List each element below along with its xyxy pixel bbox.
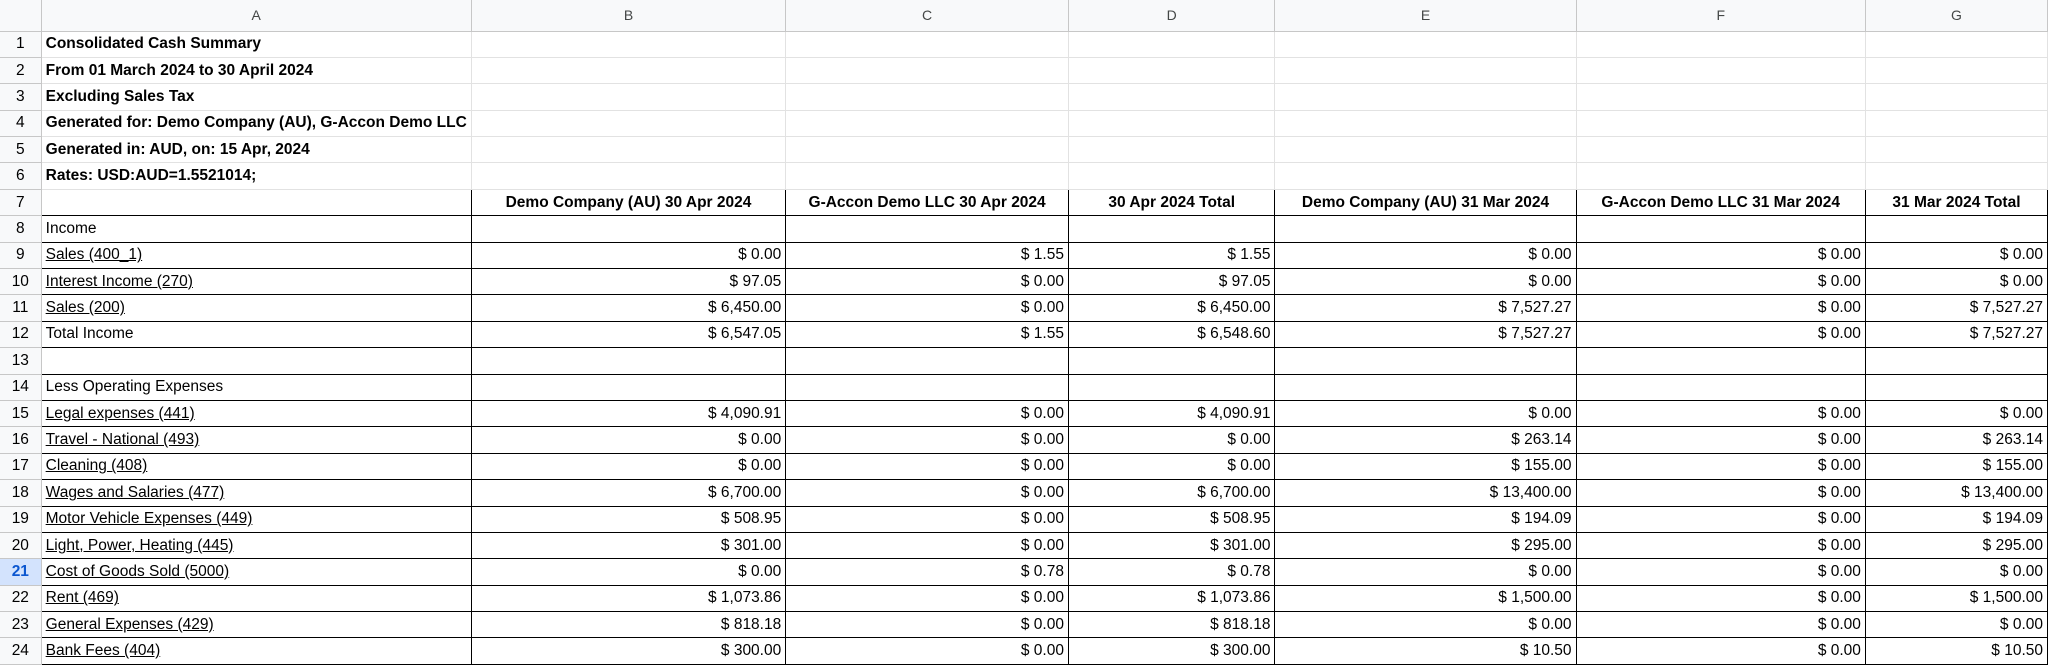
amount-cell[interactable]: $ 0.00 xyxy=(1576,532,1865,558)
amount-cell[interactable]: $ 301.00 xyxy=(1068,532,1275,558)
amount-cell[interactable]: $ 1.55 xyxy=(786,242,1069,268)
table-header-cell[interactable]: Demo Company (AU) 30 Apr 2024 xyxy=(471,189,785,215)
amount-cell[interactable]: $ 10.50 xyxy=(1275,638,1576,664)
row-header-15[interactable]: 15 xyxy=(0,400,41,426)
amount-cell[interactable]: $ 0.00 xyxy=(1576,269,1865,295)
amount-cell[interactable]: $ 6,700.00 xyxy=(471,480,785,506)
amount-cell[interactable] xyxy=(786,374,1069,400)
row-label[interactable] xyxy=(41,348,471,374)
column-header-g[interactable]: G xyxy=(1865,0,2047,31)
amount-cell[interactable]: $ 0.00 xyxy=(1576,638,1865,664)
row-header-10[interactable]: 10 xyxy=(0,269,41,295)
account-link[interactable]: Cleaning (408) xyxy=(41,453,471,479)
title-cell[interactable]: From 01 March 2024 to 30 April 2024 xyxy=(41,57,471,83)
empty-cell[interactable] xyxy=(1068,57,1275,83)
table-row xyxy=(0,559,2048,585)
amount-cell[interactable]: $ 0.00 xyxy=(786,532,1069,558)
amount-cell[interactable]: $ 0.00 xyxy=(786,506,1069,532)
table-header-cell[interactable]: G-Accon Demo LLC 30 Apr 2024 xyxy=(786,189,1069,215)
sheet-row-1 xyxy=(0,31,2048,57)
amount-cell[interactable]: $ 0.00 xyxy=(1275,612,1576,638)
amount-cell[interactable]: $ 155.00 xyxy=(1865,453,2047,479)
amount-cell[interactable] xyxy=(1865,348,2047,374)
amount-cell[interactable] xyxy=(786,348,1069,374)
amount-cell[interactable]: $ 0.00 xyxy=(1576,427,1865,453)
amount-cell[interactable]: $ 0.00 xyxy=(1068,427,1275,453)
row-header-6[interactable]: 6 xyxy=(0,163,41,189)
amount-cell[interactable]: $ 295.00 xyxy=(1275,532,1576,558)
table-row xyxy=(0,506,2048,532)
empty-cell[interactable] xyxy=(1275,110,1576,136)
empty-cell[interactable] xyxy=(1865,110,2047,136)
account-link[interactable]: General Expenses (429) xyxy=(41,612,471,638)
amount-cell[interactable]: $ 0.00 xyxy=(1275,559,1576,585)
amount-cell[interactable] xyxy=(1576,348,1865,374)
amount-cell[interactable]: $ 0.00 xyxy=(1068,453,1275,479)
amount-cell[interactable]: $ 301.00 xyxy=(471,532,785,558)
sheet-row-5 xyxy=(0,137,2048,163)
title-cell[interactable]: Generated for: Demo Company (AU), G-Accon Demo LLC xyxy=(41,110,471,136)
amount-cell[interactable]: $ 0.00 xyxy=(1576,480,1865,506)
row-header-21[interactable]: 21 xyxy=(0,559,41,585)
empty-cell[interactable] xyxy=(1865,57,2047,83)
table-row xyxy=(0,374,2048,400)
amount-cell[interactable] xyxy=(1068,374,1275,400)
row-label[interactable]: Total Income xyxy=(41,321,471,347)
empty-cell[interactable] xyxy=(786,31,1069,57)
row-header-8[interactable]: 8 xyxy=(0,216,41,242)
column-header-b[interactable]: B xyxy=(471,0,785,31)
empty-cell[interactable] xyxy=(1275,84,1576,110)
amount-cell[interactable]: $ 6,450.00 xyxy=(471,295,785,321)
row-header-16[interactable]: 16 xyxy=(0,427,41,453)
amount-cell[interactable]: $ 1.55 xyxy=(1068,242,1275,268)
amount-cell[interactable]: $ 13,400.00 xyxy=(1865,480,2047,506)
amount-cell[interactable]: $ 0.00 xyxy=(786,480,1069,506)
row-label[interactable]: Less Operating Expenses xyxy=(41,374,471,400)
table-header-cell[interactable]: 30 Apr 2024 Total xyxy=(1068,189,1275,215)
amount-cell[interactable]: $ 0.00 xyxy=(1275,269,1576,295)
empty-cell[interactable] xyxy=(786,84,1069,110)
amount-cell[interactable]: $ 295.00 xyxy=(1865,532,2047,558)
amount-cell[interactable] xyxy=(1576,216,1865,242)
amount-cell[interactable]: $ 6,700.00 xyxy=(1068,480,1275,506)
sheet-row-2 xyxy=(0,57,2048,83)
row-header-20[interactable]: 20 xyxy=(0,532,41,558)
amount-cell[interactable]: $ 1,073.86 xyxy=(1068,585,1275,611)
amount-cell[interactable]: $ 194.09 xyxy=(1275,506,1576,532)
row-header-5[interactable]: 5 xyxy=(0,137,41,163)
row-header-9[interactable]: 9 xyxy=(0,242,41,268)
sheet-row-6 xyxy=(0,163,2048,189)
row-header-7[interactable]: 7 xyxy=(0,189,41,215)
amount-cell[interactable] xyxy=(1275,348,1576,374)
sheet-row-7 xyxy=(0,189,2048,215)
amount-cell[interactable]: $ 0.00 xyxy=(1576,321,1865,347)
table-row xyxy=(0,321,2048,347)
amount-cell[interactable]: $ 0.00 xyxy=(1576,242,1865,268)
empty-cell[interactable] xyxy=(786,57,1069,83)
amount-cell[interactable]: $ 0.00 xyxy=(1865,612,2047,638)
amount-cell[interactable]: $ 1,500.00 xyxy=(1275,585,1576,611)
row-header-24[interactable]: 24 xyxy=(0,638,41,664)
empty-cell[interactable] xyxy=(1576,110,1865,136)
empty-cell[interactable] xyxy=(1068,84,1275,110)
empty-cell[interactable] xyxy=(1865,84,2047,110)
amount-cell[interactable]: $ 0.00 xyxy=(786,295,1069,321)
title-cell[interactable]: Rates: USD:AUD=1.5521014; xyxy=(41,163,471,189)
table-row xyxy=(0,216,2048,242)
empty-cell[interactable] xyxy=(1068,163,1275,189)
column-header-c[interactable]: C xyxy=(786,0,1069,31)
column-header-e[interactable]: E xyxy=(1275,0,1576,31)
row-header-3[interactable]: 3 xyxy=(0,84,41,110)
amount-cell[interactable]: $ 0.00 xyxy=(786,269,1069,295)
amount-cell[interactable]: $ 818.18 xyxy=(471,612,785,638)
empty-cell[interactable] xyxy=(1275,57,1576,83)
amount-cell[interactable]: $ 6,547.05 xyxy=(471,321,785,347)
row-header-1[interactable]: 1 xyxy=(0,31,41,57)
empty-cell[interactable] xyxy=(471,137,785,163)
amount-cell[interactable]: $ 0.00 xyxy=(1865,242,2047,268)
amount-cell[interactable]: $ 10.50 xyxy=(1865,638,2047,664)
empty-cell[interactable] xyxy=(1576,163,1865,189)
amount-cell[interactable]: $ 97.05 xyxy=(471,269,785,295)
table-row xyxy=(0,612,2048,638)
amount-cell[interactable] xyxy=(1068,216,1275,242)
empty-cell[interactable] xyxy=(471,84,785,110)
amount-cell[interactable]: $ 0.00 xyxy=(786,585,1069,611)
amount-cell[interactable]: $ 0.00 xyxy=(471,427,785,453)
account-link[interactable]: Travel - National (493) xyxy=(41,427,471,453)
table-row xyxy=(0,480,2048,506)
amount-cell[interactable]: $ 0.00 xyxy=(1865,400,2047,426)
row-header-11[interactable]: 11 xyxy=(0,295,41,321)
amount-cell[interactable]: $ 0.00 xyxy=(786,400,1069,426)
amount-cell[interactable]: $ 7,527.27 xyxy=(1275,295,1576,321)
title-cell[interactable]: Consolidated Cash Summary xyxy=(41,31,471,57)
amount-cell[interactable]: $ 0.00 xyxy=(1576,295,1865,321)
table-row xyxy=(0,585,2048,611)
amount-cell[interactable]: $ 6,548.60 xyxy=(1068,321,1275,347)
column-header-a[interactable]: A xyxy=(41,0,471,31)
amount-cell[interactable]: $ 508.95 xyxy=(471,506,785,532)
amount-cell[interactable] xyxy=(1865,216,2047,242)
amount-cell[interactable]: $ 263.14 xyxy=(1865,427,2047,453)
amount-cell[interactable]: $ 0.00 xyxy=(471,453,785,479)
amount-cell[interactable]: $ 0.00 xyxy=(1275,242,1576,268)
select-all-corner[interactable] xyxy=(0,0,41,31)
amount-cell[interactable] xyxy=(1275,374,1576,400)
row-header-22[interactable]: 22 xyxy=(0,585,41,611)
column-header-row xyxy=(0,0,2048,31)
table-row xyxy=(0,348,2048,374)
empty-cell[interactable] xyxy=(471,110,785,136)
amount-cell[interactable]: $ 4,090.91 xyxy=(1068,400,1275,426)
amount-cell[interactable]: $ 13,400.00 xyxy=(1275,480,1576,506)
amount-cell[interactable]: $ 263.14 xyxy=(1275,427,1576,453)
empty-cell[interactable] xyxy=(1865,137,2047,163)
row-header-14[interactable]: 14 xyxy=(0,374,41,400)
column-header-f[interactable]: F xyxy=(1576,0,1865,31)
amount-cell[interactable]: $ 0.00 xyxy=(1576,400,1865,426)
table-row xyxy=(0,453,2048,479)
amount-cell[interactable]: $ 1,073.86 xyxy=(471,585,785,611)
row-header-2[interactable]: 2 xyxy=(0,57,41,83)
amount-cell[interactable]: $ 300.00 xyxy=(471,638,785,664)
amount-cell[interactable]: $ 0.00 xyxy=(1576,453,1865,479)
amount-cell[interactable]: $ 0.00 xyxy=(786,453,1069,479)
account-link[interactable]: Sales (400_1) xyxy=(41,242,471,268)
amount-cell[interactable]: $ 0.00 xyxy=(786,612,1069,638)
amount-cell[interactable]: $ 0.00 xyxy=(1865,559,2047,585)
amount-cell[interactable]: $ 0.00 xyxy=(1576,612,1865,638)
table-row xyxy=(0,269,2048,295)
table-row xyxy=(0,638,2048,664)
amount-cell[interactable]: $ 0.00 xyxy=(786,638,1069,664)
amount-cell[interactable]: $ 0.00 xyxy=(1576,585,1865,611)
empty-cell[interactable] xyxy=(1068,110,1275,136)
empty-cell[interactable] xyxy=(786,110,1069,136)
amount-cell[interactable] xyxy=(1275,216,1576,242)
empty-cell[interactable] xyxy=(786,137,1069,163)
row-header-12[interactable]: 12 xyxy=(0,321,41,347)
row-header-19[interactable]: 19 xyxy=(0,506,41,532)
amount-cell[interactable]: $ 0.00 xyxy=(786,427,1069,453)
table-row xyxy=(0,427,2048,453)
account-link[interactable]: Cost of Goods Sold (5000) xyxy=(41,559,471,585)
table-row xyxy=(0,242,2048,268)
amount-cell[interactable] xyxy=(471,348,785,374)
amount-cell[interactable]: $ 0.00 xyxy=(1576,506,1865,532)
amount-cell[interactable]: $ 0.78 xyxy=(786,559,1069,585)
amount-cell[interactable]: $ 7,527.27 xyxy=(1865,295,2047,321)
empty-cell[interactable] xyxy=(1275,137,1576,163)
amount-cell[interactable]: $ 0.00 xyxy=(471,559,785,585)
amount-cell[interactable]: $ 7,527.27 xyxy=(1275,321,1576,347)
row-header-18[interactable]: 18 xyxy=(0,480,41,506)
empty-cell[interactable] xyxy=(1275,163,1576,189)
amount-cell[interactable]: $ 97.05 xyxy=(1068,269,1275,295)
account-link[interactable]: Motor Vehicle Expenses (449) xyxy=(41,506,471,532)
table-row xyxy=(0,295,2048,321)
empty-cell[interactable] xyxy=(1576,31,1865,57)
row-header-13[interactable]: 13 xyxy=(0,348,41,374)
amount-cell[interactable] xyxy=(1865,374,2047,400)
account-link[interactable]: Interest Income (270) xyxy=(41,269,471,295)
amount-cell[interactable]: $ 508.95 xyxy=(1068,506,1275,532)
amount-cell[interactable]: $ 0.78 xyxy=(1068,559,1275,585)
account-link[interactable]: Wages and Salaries (477) xyxy=(41,480,471,506)
empty-cell[interactable] xyxy=(1068,137,1275,163)
account-link[interactable]: Light, Power, Heating (445) xyxy=(41,532,471,558)
empty-cell[interactable] xyxy=(1068,31,1275,57)
amount-cell[interactable]: $ 1.55 xyxy=(786,321,1069,347)
empty-cell[interactable] xyxy=(471,57,785,83)
empty-cell[interactable] xyxy=(471,163,785,189)
title-cell[interactable]: Excluding Sales Tax xyxy=(41,84,471,110)
empty-cell[interactable] xyxy=(1576,84,1865,110)
amount-cell[interactable] xyxy=(1576,374,1865,400)
amount-cell[interactable] xyxy=(471,374,785,400)
title-cell[interactable]: Generated in: AUD, on: 15 Apr, 2024 xyxy=(41,137,471,163)
column-header-d[interactable]: D xyxy=(1068,0,1275,31)
sheet-row-3 xyxy=(0,84,2048,110)
empty-cell[interactable] xyxy=(1275,31,1576,57)
empty-cell[interactable] xyxy=(1576,137,1865,163)
amount-cell[interactable]: $ 6,450.00 xyxy=(1068,295,1275,321)
amount-cell[interactable]: $ 0.00 xyxy=(471,242,785,268)
row-header-23[interactable]: 23 xyxy=(0,612,41,638)
row-header-4[interactable]: 4 xyxy=(0,110,41,136)
account-link[interactable]: Sales (200) xyxy=(41,295,471,321)
row-label[interactable]: Income xyxy=(41,216,471,242)
sheet-row-4 xyxy=(0,110,2048,136)
table-header-cell[interactable]: 31 Mar 2024 Total xyxy=(1865,189,2047,215)
account-link[interactable]: Legal expenses (441) xyxy=(41,400,471,426)
amount-cell[interactable] xyxy=(1068,348,1275,374)
amount-cell[interactable]: $ 4,090.91 xyxy=(471,400,785,426)
amount-cell[interactable]: $ 7,527.27 xyxy=(1865,321,2047,347)
table-row xyxy=(0,400,2048,426)
row-header-17[interactable]: 17 xyxy=(0,453,41,479)
amount-cell[interactable] xyxy=(786,216,1069,242)
amount-cell[interactable]: $ 0.00 xyxy=(1865,269,2047,295)
empty-cell[interactable] xyxy=(1865,31,2047,57)
amount-cell[interactable]: $ 194.09 xyxy=(1865,506,2047,532)
table-row xyxy=(0,532,2048,558)
table-header-cell[interactable]: G-Accon Demo LLC 31 Mar 2024 xyxy=(1576,189,1865,215)
empty-cell[interactable] xyxy=(1865,163,2047,189)
amount-cell[interactable]: $ 300.00 xyxy=(1068,638,1275,664)
amount-cell[interactable]: $ 818.18 xyxy=(1068,612,1275,638)
account-link[interactable]: Bank Fees (404) xyxy=(41,638,471,664)
table-header-cell[interactable] xyxy=(41,189,471,215)
table-header-cell[interactable]: Demo Company (AU) 31 Mar 2024 xyxy=(1275,189,1576,215)
empty-cell[interactable] xyxy=(1576,57,1865,83)
amount-cell[interactable]: $ 1,500.00 xyxy=(1865,585,2047,611)
amount-cell[interactable] xyxy=(471,216,785,242)
empty-cell[interactable] xyxy=(471,31,785,57)
amount-cell[interactable]: $ 0.00 xyxy=(1275,400,1576,426)
account-link[interactable]: Rent (469) xyxy=(41,585,471,611)
amount-cell[interactable]: $ 0.00 xyxy=(1576,559,1865,585)
empty-cell[interactable] xyxy=(786,163,1069,189)
amount-cell[interactable]: $ 155.00 xyxy=(1275,453,1576,479)
